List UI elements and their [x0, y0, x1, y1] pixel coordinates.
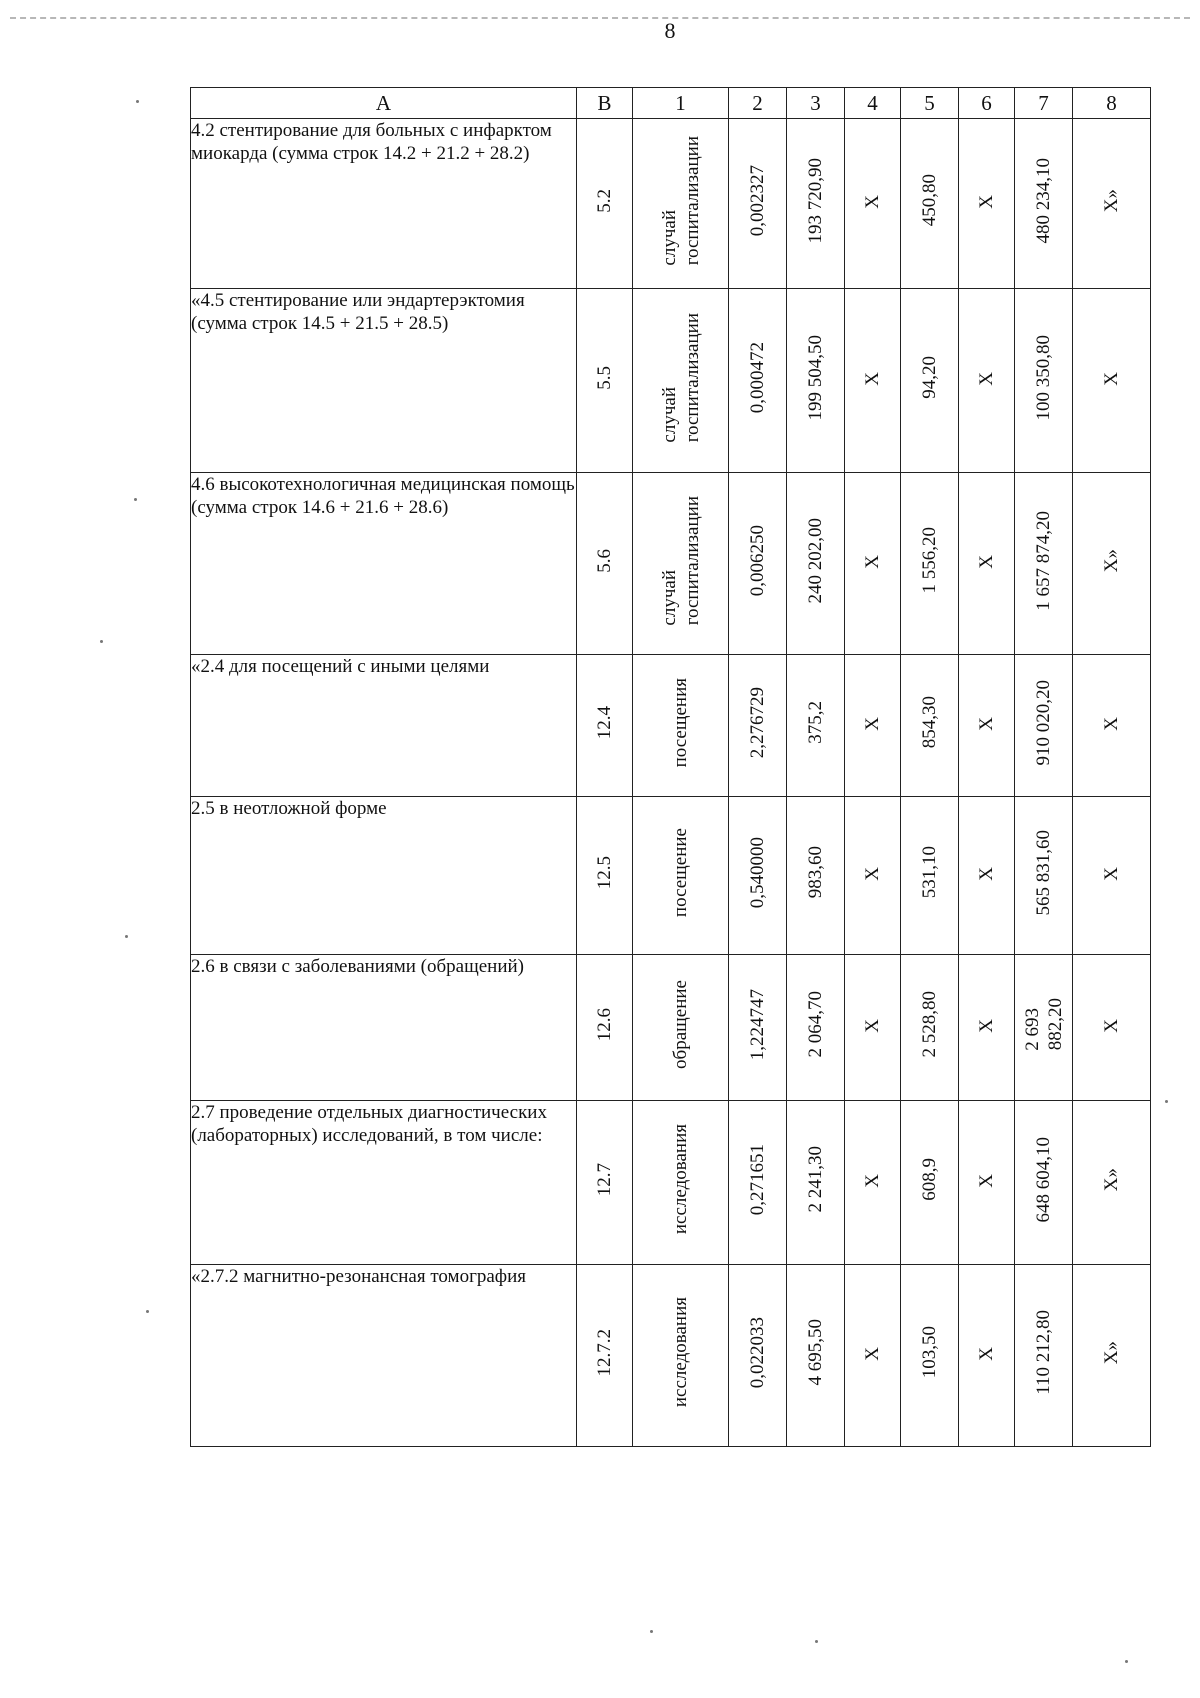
unit-of-measure-line: случай: [658, 569, 680, 626]
col-8-value: Х»: [1101, 1167, 1122, 1192]
row-code-cell: [577, 473, 633, 655]
col-3-value: 240 202,00: [805, 517, 826, 604]
col-3-value: 193 720,90: [805, 157, 826, 244]
col-3-value: 199 504,50: [805, 334, 826, 421]
col-7-value-line: 1 657 874,20: [1033, 510, 1054, 611]
col-6-value-cell: [959, 289, 1015, 473]
row-description: «2.4 для посещений с иными целями: [191, 655, 577, 797]
table-row: [191, 473, 1151, 655]
col-4-value-cell: [845, 955, 901, 1101]
col-4-value-cell: [845, 797, 901, 955]
row-code: 12.7: [594, 1162, 615, 1197]
col-3-value-cell: [787, 1265, 845, 1447]
unit-of-measure-line: госпитализации: [681, 495, 703, 626]
col-5-value-cell: [901, 797, 959, 955]
col-4-value: Х: [862, 717, 883, 731]
col-5-value: 94,20: [919, 356, 940, 399]
col-header-6: 6: [959, 88, 1015, 119]
table-row: [191, 1101, 1151, 1265]
scan-speck: [1165, 1100, 1168, 1103]
unit-of-measure-cell: [633, 1101, 729, 1265]
col-2-value: 2,276729: [747, 686, 768, 759]
col-2-value-cell: [729, 655, 787, 797]
col-header-2: 2: [729, 88, 787, 119]
row-description: «4.5 стентирование или эндартерэктомия (сумма строк 14.5 + 21.5 + 28.5): [191, 289, 577, 473]
col-7-value-line: 648 604,10: [1033, 1136, 1054, 1223]
col-6-value-cell: [959, 1265, 1015, 1447]
col-header-5: 5: [901, 88, 959, 119]
unit-of-measure-cell: [633, 797, 729, 955]
col-6-value-cell: [959, 797, 1015, 955]
col-4-value: Х: [862, 1019, 883, 1033]
unit-of-measure-line: исследования: [670, 1297, 691, 1408]
col-8-value-cell: [1073, 655, 1151, 797]
col-5-value: 2 528,80: [919, 991, 940, 1058]
unit-of-measure-line: исследования: [670, 1124, 691, 1235]
unit-of-measure-cell: [633, 955, 729, 1101]
col-4-value-cell: [845, 119, 901, 289]
col-header-1: 1: [633, 88, 729, 119]
col-4-value: Х: [862, 372, 883, 386]
row-description: 2.6 в связи с заболеваниями (обращений): [191, 955, 577, 1101]
col-2-value-cell: [729, 119, 787, 289]
col-2-value: 0,002327: [747, 164, 768, 237]
col-7-value-line: 2 693: [1021, 1007, 1043, 1051]
row-description: 2.7 проведение отдельных диагностических (лабораторных) исследований, в том числе:: [191, 1101, 577, 1265]
col-6-value-cell: [959, 655, 1015, 797]
col-4-value-cell: [845, 473, 901, 655]
col-3-value: 375,2: [805, 701, 826, 744]
tariff-table: [190, 87, 1151, 1447]
col-6-value: Х: [976, 1174, 997, 1188]
col-7-value-line: 910 020,20: [1033, 679, 1054, 766]
col-3-value: 2 064,70: [805, 991, 826, 1058]
col-7-value-cell: [1015, 1265, 1073, 1447]
col-7-value-cell: [1015, 655, 1073, 797]
row-code-cell: [577, 797, 633, 955]
row-code: 12.4: [594, 705, 615, 740]
unit-of-measure-cell: [633, 1265, 729, 1447]
col-7-value-line: 110 212,80: [1033, 1310, 1054, 1395]
scan-speck: [815, 1640, 818, 1643]
scan-speck: [1125, 1660, 1128, 1663]
col-4-value: Х: [862, 1347, 883, 1361]
row-code-cell: [577, 289, 633, 473]
col-2-value: 0,000472: [747, 341, 768, 414]
col-5-value-cell: [901, 473, 959, 655]
scan-speck: [100, 640, 103, 643]
col-8-value-cell: [1073, 473, 1151, 655]
col-header-4: 4: [845, 88, 901, 119]
table-row: [191, 955, 1151, 1101]
col-6-value: Х: [976, 372, 997, 386]
row-code: 12.7.2: [594, 1328, 615, 1377]
col-4-value-cell: [845, 655, 901, 797]
row-code-cell: [577, 119, 633, 289]
col-5-value: 531,10: [919, 846, 940, 899]
col-6-value: Х: [976, 1019, 997, 1033]
row-code: 5.2: [594, 188, 615, 213]
unit-of-measure-cell: [633, 119, 729, 289]
col-7-value-cell: [1015, 119, 1073, 289]
col-4-value: Х: [862, 195, 883, 209]
table-header-row: [191, 88, 1151, 119]
col-4-value-cell: [845, 289, 901, 473]
col-5-value-cell: [901, 1265, 959, 1447]
col-2-value-cell: [729, 289, 787, 473]
row-code-cell: [577, 1101, 633, 1265]
col-5-value-cell: [901, 119, 959, 289]
col-3-value: 2 241,30: [805, 1146, 826, 1213]
col-7-value-cell: [1015, 289, 1073, 473]
col-4-value: Х: [862, 555, 883, 569]
col-8-value-cell: [1073, 289, 1151, 473]
unit-of-measure-cell: [633, 289, 729, 473]
col-4-value-cell: [845, 1265, 901, 1447]
unit-of-measure-line: госпитализации: [681, 135, 703, 266]
col-6-value-cell: [959, 119, 1015, 289]
col-2-value-cell: [729, 797, 787, 955]
col-2-value: 0,022033: [747, 1316, 768, 1389]
col-6-value: Х: [976, 195, 997, 209]
col-8-value-cell: [1073, 797, 1151, 955]
col-3-value-cell: [787, 119, 845, 289]
unit-of-measure-line: посещение: [670, 827, 691, 918]
col-5-value: 854,30: [919, 696, 940, 749]
col-7-value-line: 882,20: [1044, 998, 1066, 1051]
col-5-value-cell: [901, 655, 959, 797]
col-2-value: 0,271651: [747, 1143, 768, 1216]
row-code-cell: [577, 1265, 633, 1447]
table-row: [191, 119, 1151, 289]
col-4-value: Х: [862, 1174, 883, 1188]
col-8-value: Х: [1101, 717, 1122, 731]
col-7-value-line: 565 831,60: [1033, 829, 1054, 916]
row-description: «2.7.2 магнитно-резонансная томография: [191, 1265, 577, 1447]
col-3-value-cell: [787, 473, 845, 655]
col-2-value-cell: [729, 1265, 787, 1447]
col-2-value-cell: [729, 955, 787, 1101]
col-8-value: Х»: [1101, 1340, 1122, 1365]
col-5-value: 608,9: [919, 1158, 940, 1201]
row-code: 5.6: [594, 548, 615, 573]
col-5-value: 450,80: [919, 174, 940, 227]
unit-of-measure-line: посещения: [670, 677, 691, 768]
unit-of-measure-line: случай: [658, 209, 680, 266]
col-4-value: Х: [862, 867, 883, 881]
col-5-value: 103,50: [919, 1326, 940, 1379]
table-row: [191, 797, 1151, 955]
col-6-value: Х: [976, 717, 997, 731]
col-7-value-line: 100 350,80: [1033, 334, 1054, 421]
col-6-value: Х: [976, 555, 997, 569]
col-5-value-cell: [901, 1101, 959, 1265]
col-6-value-cell: [959, 473, 1015, 655]
scan-speck: [125, 935, 128, 938]
row-code-cell: [577, 655, 633, 797]
scan-speck: [146, 1310, 149, 1313]
col-2-value: 1,224747: [747, 988, 768, 1061]
col-7-value-cell: [1015, 955, 1073, 1101]
col-6-value: Х: [976, 867, 997, 881]
col-3-value-cell: [787, 955, 845, 1101]
row-code: 12.5: [594, 855, 615, 890]
col-8-value: Х: [1101, 867, 1122, 881]
col-4-value-cell: [845, 1101, 901, 1265]
col-8-value-cell: [1073, 955, 1151, 1101]
col-7-value-cell: [1015, 797, 1073, 955]
col-5-value-cell: [901, 289, 959, 473]
col-2-value: 0,006250: [747, 524, 768, 597]
col-5-value-cell: [901, 955, 959, 1101]
col-3-value-cell: [787, 655, 845, 797]
col-8-value-cell: [1073, 119, 1151, 289]
col-header-b: В: [577, 88, 633, 119]
col-3-value-cell: [787, 1101, 845, 1265]
col-8-value-cell: [1073, 1101, 1151, 1265]
row-description: 4.2 стентирование для больных с инфарктом миокарда (сумма строк 14.2 + 21.2 + 28.2): [191, 119, 577, 289]
col-5-value: 1 556,20: [919, 527, 940, 594]
row-code: 12.6: [594, 1007, 615, 1042]
row-description: 2.5 в неотложной форме: [191, 797, 577, 955]
col-7-value-cell: [1015, 473, 1073, 655]
col-8-value: Х»: [1101, 548, 1122, 573]
col-3-value: 983,60: [805, 846, 826, 899]
col-8-value-cell: [1073, 1265, 1151, 1447]
col-header-8: 8: [1073, 88, 1151, 119]
table-row: [191, 289, 1151, 473]
table-row: [191, 655, 1151, 797]
page-number: 8: [664, 18, 676, 43]
unit-of-measure-cell: [633, 473, 729, 655]
col-3-value: 4 695,50: [805, 1319, 826, 1386]
col-8-value: Х: [1101, 1019, 1122, 1033]
table-row: [191, 1265, 1151, 1447]
col-7-value-line: 480 234,10: [1033, 157, 1054, 244]
col-header-7: 7: [1015, 88, 1073, 119]
col-6-value-cell: [959, 1101, 1015, 1265]
col-2-value-cell: [729, 1101, 787, 1265]
col-8-value: Х: [1101, 372, 1122, 386]
col-8-value: Х»: [1101, 188, 1122, 213]
scan-speck: [134, 498, 137, 501]
col-6-value-cell: [959, 955, 1015, 1101]
col-3-value-cell: [787, 289, 845, 473]
col-6-value: Х: [976, 1347, 997, 1361]
col-3-value-cell: [787, 797, 845, 955]
scan-speck: [136, 100, 139, 103]
row-code: 5.5: [594, 365, 615, 390]
scan-speck: [650, 1630, 653, 1633]
row-code-cell: [577, 955, 633, 1101]
unit-of-measure-line: случай: [658, 386, 680, 443]
col-2-value: 0,540000: [747, 836, 768, 909]
row-description: 4.6 высокотехнологичная медицинская помощь (сумма строк 14.6 + 21.6 + 28.6): [191, 473, 577, 655]
unit-of-measure-line: обращение: [670, 980, 691, 1069]
col-2-value-cell: [729, 473, 787, 655]
unit-of-measure-line: госпитализации: [681, 312, 703, 443]
col-header-3: 3: [787, 88, 845, 119]
col-header-a: А: [191, 88, 577, 119]
col-7-value-cell: [1015, 1101, 1073, 1265]
unit-of-measure-cell: [633, 655, 729, 797]
